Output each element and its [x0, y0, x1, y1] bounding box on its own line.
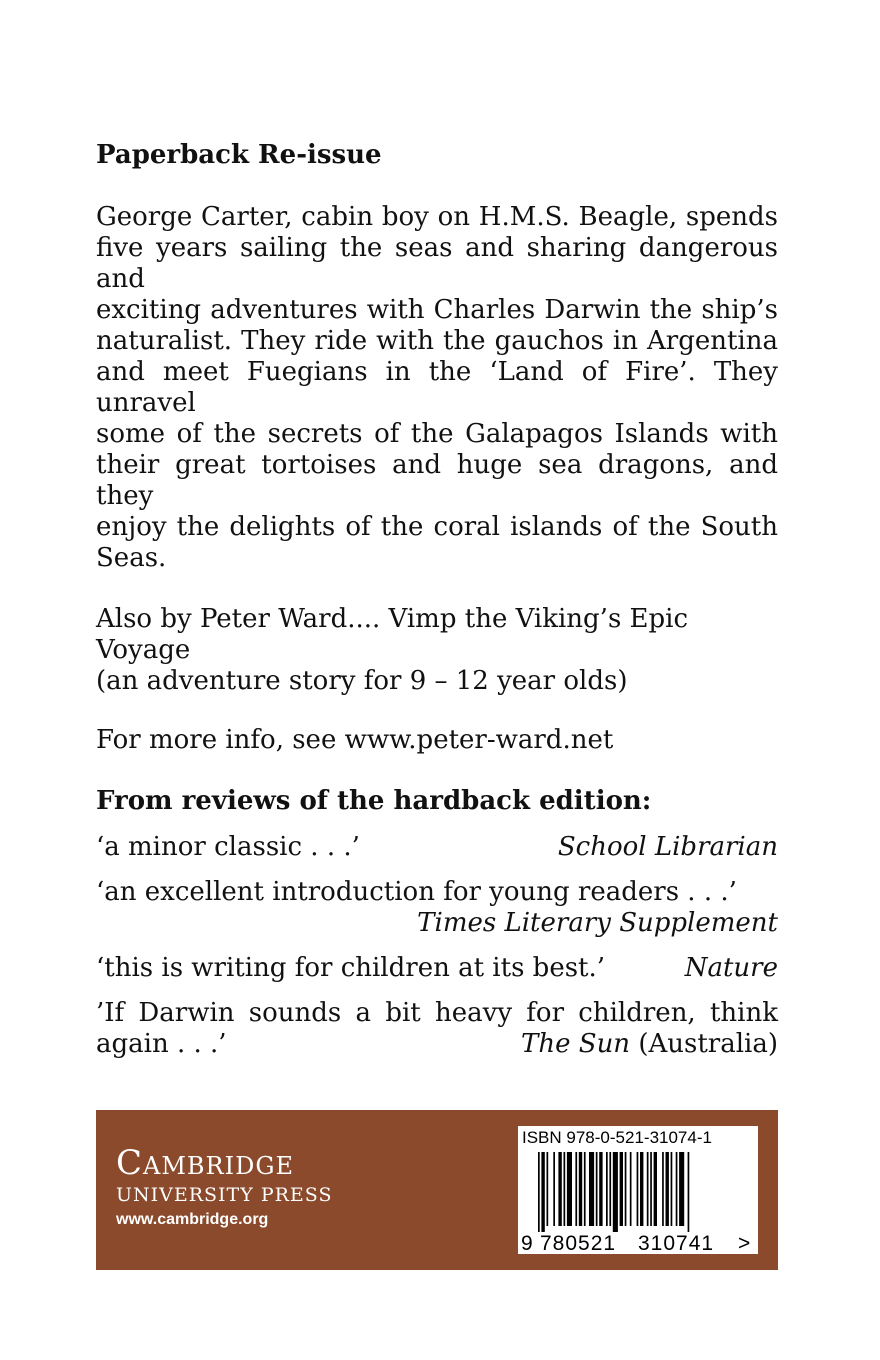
publisher-name: Cambridge	[116, 1143, 295, 1183]
also-by-age-line: (an adventure story for 9 – 12 year olds)	[96, 666, 628, 696]
back-cover-text	[96, 138, 778, 1060]
publisher-band	[96, 1110, 778, 1270]
publisher-logo	[116, 1144, 332, 1230]
barcode-digit-group: 780521	[540, 1232, 617, 1254]
blurb-line: naturalist. They ride with the gauchos in Argentina	[96, 326, 778, 356]
blurb-line: some of the secrets of the Galapagos Islands with	[96, 419, 778, 449]
review-source: School Librarian	[557, 832, 778, 862]
barcode-digits	[518, 1126, 758, 1254]
blurb-line: and meet Fuegians in the ‘Land of Fire’. They unravel	[96, 357, 778, 418]
review-item	[96, 953, 778, 984]
barcode-digit-group: 310741	[638, 1232, 715, 1254]
review-quote: ’If Darwin sounds a bit heavy for children, think	[96, 998, 778, 1028]
blurb-line: five years sailing the seas and sharing dangerous and	[96, 233, 778, 294]
review-source: Times Literary Supplement	[417, 908, 778, 938]
also-by-author	[96, 604, 778, 697]
reviews-heading: From reviews of the hardback edition:	[96, 786, 652, 816]
isbn-label: ISBN 978-0-521-31074-1	[522, 1128, 712, 1147]
more-info-text: For more info, see www.peter-ward.net	[96, 725, 614, 755]
also-by-line: Also by Peter Ward.... Vimp the Viking’s Epic Voyage	[96, 604, 689, 665]
barcode-arrow: >	[738, 1232, 751, 1254]
review-source-title: The Sun	[521, 1029, 631, 1059]
review-quote: ‘an excellent introduction for young readers . . .’	[96, 877, 737, 907]
book-blurb	[96, 202, 778, 574]
review-item	[96, 877, 778, 939]
review-item	[96, 832, 778, 863]
review-quote-continued: again . . .’	[96, 1029, 227, 1059]
blurb-line: their great tortoises and huge sea dragons, and they	[96, 450, 778, 511]
review-source	[521, 1029, 778, 1060]
review-quote: ‘this is writing for children at its best.’	[96, 953, 606, 983]
review-source-country: (Australia)	[630, 1029, 778, 1059]
review-source: Nature	[684, 953, 778, 983]
review-quote: ‘a minor classic . . .’	[96, 832, 360, 862]
barcode-digit-first: 9	[521, 1232, 533, 1254]
review-item	[96, 998, 778, 1060]
publisher-url: www.cambridge.org	[116, 1211, 269, 1228]
blurb-line: exciting adventures with Charles Darwin the ship’s	[96, 295, 778, 325]
publisher-subtitle: UNIVERSITY PRESS	[116, 1184, 333, 1206]
isbn-barcode-box	[518, 1126, 758, 1254]
blurb-line: Seas.	[96, 543, 167, 573]
blurb-line: enjoy the delights of the coral islands of the South	[96, 512, 778, 542]
blurb-line: George Carter, cabin boy on H.M.S. Beagle, spends	[96, 202, 778, 232]
reissue-heading: Paperback Re-issue	[96, 140, 382, 170]
